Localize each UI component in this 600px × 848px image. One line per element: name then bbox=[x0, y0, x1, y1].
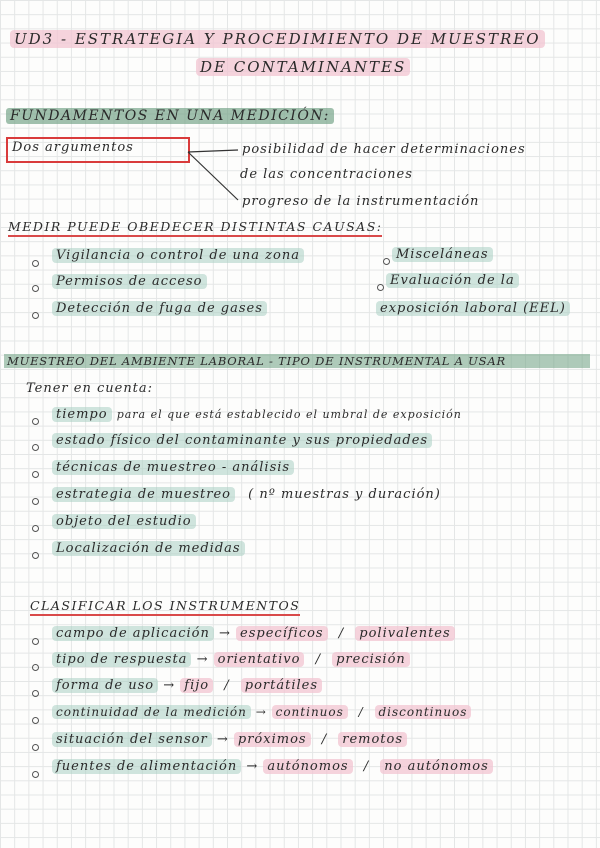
bullet-icon bbox=[377, 284, 384, 291]
section2-heading: MEDIR PUEDE OBEDECER DISTINTAS CAUSAS: bbox=[8, 219, 382, 237]
consideration-item-5: objeto del estudio bbox=[52, 514, 196, 529]
classification-row-5: situación del sensor → próximos / remotos bbox=[52, 732, 407, 747]
bullet-icon bbox=[32, 664, 39, 671]
bullet-icon bbox=[32, 638, 39, 645]
bullet-icon bbox=[383, 258, 390, 265]
section4-heading: CLASIFICAR LOS INSTRUMENTOS bbox=[30, 598, 300, 616]
cause-item-5-line2: exposición laboral (EEL) bbox=[376, 301, 570, 316]
bullet-icon bbox=[32, 690, 39, 697]
classification-row-6: fuentes de alimentación → autónomos / no autónomos bbox=[52, 759, 493, 774]
argument-1-line1: posibilidad de hacer determinaciones bbox=[242, 142, 526, 157]
cause-item-3: Detección de fuga de gases bbox=[52, 301, 267, 316]
bullet-icon bbox=[32, 312, 39, 319]
consideration-item-3: técnicas de muestreo - análisis bbox=[52, 460, 294, 475]
bullet-icon bbox=[32, 498, 39, 505]
bullet-icon bbox=[32, 552, 39, 559]
section3-heading: MUESTREO DEL AMBIENTE LABORAL - TIPO DE INSTRUMENTAL A USAR bbox=[4, 354, 590, 368]
arguments-box-label: Dos argumentos bbox=[12, 140, 134, 155]
consideration-item-6: Localización de medidas bbox=[52, 541, 245, 556]
consideration-item-2: estado físico del contaminante y sus propiedades bbox=[52, 433, 432, 448]
bullet-icon bbox=[32, 260, 39, 267]
section3-intro: Tener en cuenta: bbox=[26, 381, 154, 396]
bullet-icon bbox=[32, 285, 39, 292]
argument-1-line2: de las concentraciones bbox=[240, 167, 413, 182]
section1-heading: FUNDAMENTOS EN UNA MEDICIÓN: bbox=[6, 108, 334, 124]
bullet-icon bbox=[32, 744, 39, 751]
cause-item-1: Vigilancia o control de una zona bbox=[52, 248, 304, 263]
argument-2: progreso de la instrumentación bbox=[242, 194, 480, 209]
bullet-icon bbox=[32, 717, 39, 724]
page-title-line2: DE CONTAMINANTES bbox=[196, 58, 410, 76]
consideration-item-1: tiempo para el que está establecido el umbral de exposición bbox=[52, 407, 462, 422]
bullet-icon bbox=[32, 471, 39, 478]
classification-row-4: continuidad de la medición → continuos / discontinuos bbox=[52, 705, 471, 719]
bullet-icon bbox=[32, 771, 39, 778]
cause-item-4: Misceláneas bbox=[392, 247, 493, 262]
bullet-icon bbox=[32, 444, 39, 451]
page-title-line1: UD3 - ESTRATEGIA Y PROCEDIMIENTO DE MUESTREO bbox=[10, 30, 545, 48]
cause-item-5-line1: Evaluación de la bbox=[386, 273, 519, 288]
classification-row-1: campo de aplicación → específicos / polivalentes bbox=[52, 626, 455, 641]
classification-row-2: tipo de respuesta → orientativo / precisión bbox=[52, 652, 410, 667]
cause-item-2: Permisos de acceso bbox=[52, 274, 207, 289]
bullet-icon bbox=[32, 525, 39, 532]
bullet-icon bbox=[32, 418, 39, 425]
consideration-item-4: estrategia de muestreo ( nº muestras y duración) bbox=[52, 487, 441, 502]
classification-row-3: forma de uso → fijo / portátiles bbox=[52, 678, 322, 693]
